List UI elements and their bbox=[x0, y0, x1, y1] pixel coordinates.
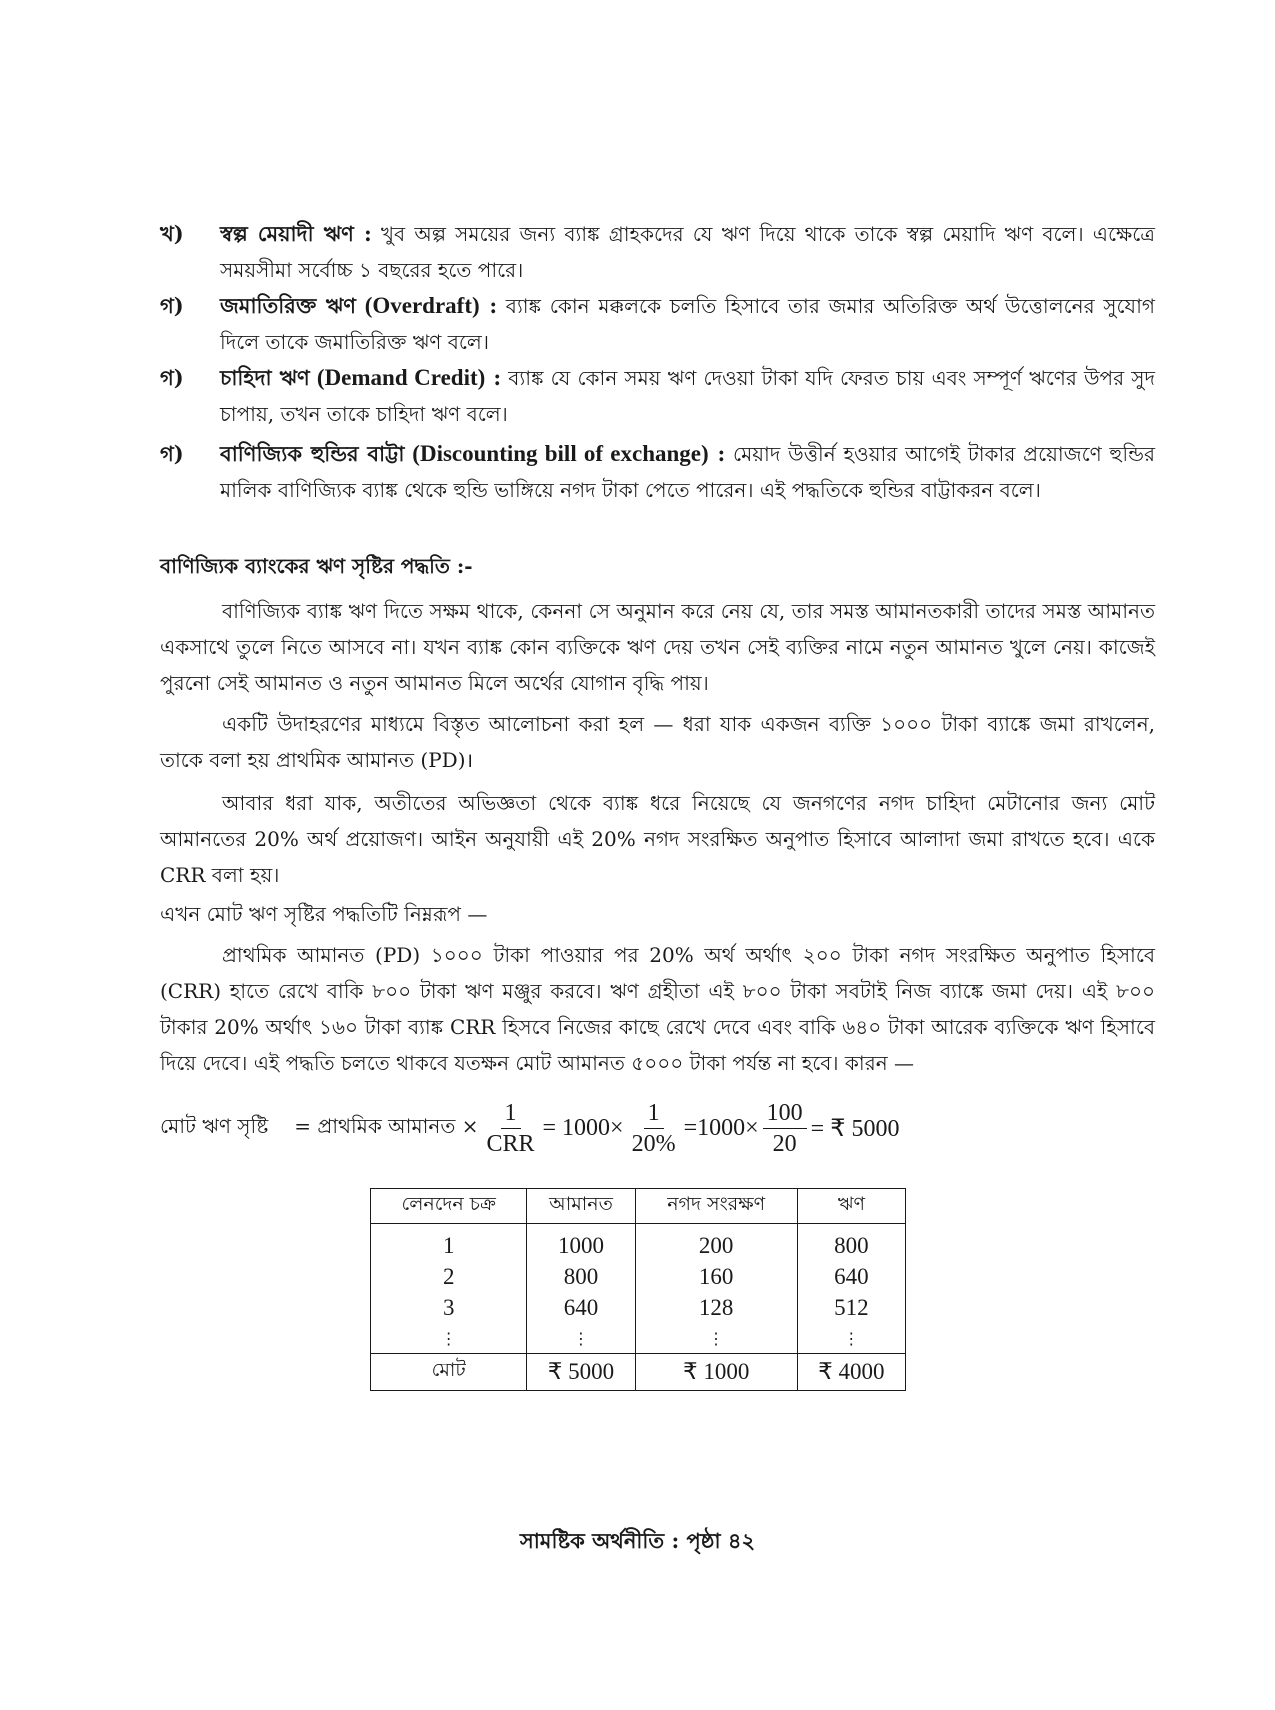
item-term-english: (Discounting bill of exchange) bbox=[412, 441, 709, 466]
list-item bbox=[160, 360, 1155, 432]
table-row bbox=[371, 1292, 906, 1323]
fraction-numerator: 1 bbox=[644, 1098, 664, 1129]
total-cell: ₹ 5000 bbox=[527, 1354, 635, 1391]
table-cell: 3 bbox=[371, 1292, 527, 1323]
table-row bbox=[371, 1224, 906, 1262]
table-cell: 160 bbox=[635, 1261, 797, 1292]
formula-lhs: মোট ঋণ সৃষ্টি bbox=[160, 1113, 269, 1138]
item-colon: : bbox=[485, 365, 502, 390]
fraction bbox=[628, 1098, 680, 1159]
page-footer: সামষ্টিক অর্থনীতি : পৃষ্ঠা ৪২ bbox=[519, 1528, 756, 1553]
formula-term: = 1000× bbox=[542, 1114, 624, 1141]
table-cell: 128 bbox=[635, 1292, 797, 1323]
table-cell: 200 bbox=[635, 1224, 797, 1262]
item-label: খ) bbox=[160, 221, 184, 246]
item-term: চাহিদা ঋণ bbox=[220, 365, 310, 390]
vertical-ellipsis: ⋮ bbox=[527, 1323, 635, 1354]
table-cell: 800 bbox=[527, 1261, 635, 1292]
item-term-english: (Overdraft) bbox=[364, 293, 480, 318]
table-cell: 512 bbox=[797, 1292, 905, 1323]
item-text: ব্যাঙ্ক যে কোন সময় ঋণ দেওয়া টাকা যদি ফেরত চায় এবং সম্পূর্ণ ঋণের উপর সুদ চাপায়, তখন তাকে চাহিদা ঋণ বলে। bbox=[220, 366, 1155, 426]
credit-creation-formula bbox=[160, 1088, 899, 1168]
paragraph: প্রাথমিক আমানত (PD) ১০০০ টাকা পাওয়ার পর 20% অর্থ অর্থাৎ ২০০ টাকা নগদ সংরক্ষিত অনুপাত হিসাবে (CRR) হাতে রেখে বাকি ৮০০ টাকা ঋণ মঞ্জুর করবে। ঋণ গ্রহীতা এই ৮০০ টাকা সবটাই নিজ ব্যাঙ্কে জমা দেয়। এই ৮০০ টাকার 20% অর্থাৎ ১৬০ টাকা ব্যাঙ্ক CRR হিসবে নিজের কাছে রেখে দেবে এবং বাকি ৬৪০ টাকা আরেক ব্যক্তিকে ঋণ হিসাবে দিয়ে দেবে। এই পদ্ধতি চলতে থাকবে যতক্ষন মোট আমানত ৫০০০ টাকা পর্যন্ত না হবে। কারন — bbox=[160, 943, 1155, 1075]
column-header: লেনদেন চক্র bbox=[371, 1189, 527, 1224]
column-header: আমানত bbox=[527, 1189, 635, 1224]
fraction bbox=[482, 1098, 538, 1159]
total-label: মোট bbox=[371, 1354, 527, 1391]
fraction-denominator: 20% bbox=[631, 1130, 676, 1157]
vertical-ellipsis: ⋮ bbox=[797, 1323, 905, 1354]
item-term: জমাতিরিক্ত ঋণ bbox=[220, 293, 356, 318]
fraction-numerator: 1 bbox=[501, 1098, 521, 1129]
item-colon: : bbox=[479, 293, 498, 318]
paragraph: বাণিজ্যিক ব্যাঙ্ক ঋণ দিতে সক্ষম থাকে, কেননা সে অনুমান করে নেয় যে, তার সমস্ত আমানতকারী তাদের সমস্ত আমানত একসাথে তুলে নিতে আসবে না। যখন ব্যাঙ্ক কোন ব্যক্তিকে ঋণ দেয় তখন সেই ব্যক্তির নামে নতুন আমানত খুলে নেয়। কাজেই পুরনো সেই আমানত ও নতুন আমানত মিলে অর্থের যোগান বৃদ্ধি পায়। bbox=[160, 599, 1155, 695]
credit-cycle-table bbox=[370, 1188, 906, 1391]
table-cell: 800 bbox=[797, 1224, 905, 1262]
paragraph: আবার ধরা যাক, অতীতের অভিজ্ঞতা থেকে ব্যাঙ্ক ধরে নিয়েছে যে জনগণের নগদ চাহিদা মেটানোর জন্য মোট আমানতের 20% অর্থ প্রয়োজণ। আইন অনুযায়ী এই 20% নগদ সংরক্ষিত অনুপাত হিসাবে আলাদা জমা রাখতে হবে। একে CRR বলা হয়। bbox=[160, 791, 1155, 887]
item-text: মেয়াদ উত্তীর্ন হওয়ার আগেই টাকার প্রয়োজণে হুন্ডির মালিক বাণিজ্যিক ব্যাঙ্ক থেকে হুন্ডি ভাঙ্গিয়ে নগদ টাকা পেতে পারেন। এই পদ্ধতিকে হুন্ডির বাট্টাকরন বলে। bbox=[220, 442, 1156, 502]
column-header: ঋণ bbox=[797, 1189, 905, 1224]
item-text: খুব অল্প সময়ের জন্য ব্যাঙ্ক গ্রাহকদের যে ঋণ দিয়ে থাকে তাকে স্বল্প মেয়াদি ঋণ বলে। এক্ষেত্রে সময়সীমা সর্বোচ্চ ১ বছরের হতে পারে। bbox=[220, 222, 1155, 282]
item-colon: : bbox=[708, 441, 726, 466]
fraction-numerator: 100 bbox=[763, 1098, 807, 1129]
paragraph: এখন মোট ঋণ সৃষ্টির পদ্ধতিটি নিম্নরূপ — bbox=[160, 902, 488, 926]
formula-term: =1000× bbox=[683, 1114, 759, 1141]
formula-term: = প্রাথমিক আমানত × bbox=[294, 1113, 479, 1138]
paragraph: একটি উদাহরণের মাধ্যমে বিস্তৃত আলোচনা করা হল — ধরা যাক একজন ব্যক্তি ১০০০ টাকা ব্যাঙ্কে জমা রাখলেন, তাকে বলা হয় প্রাথমিক আমানত (PD)। bbox=[160, 712, 1155, 772]
item-term: স্বল্প মেয়াদী ঋণ : bbox=[220, 221, 372, 246]
table-header-row bbox=[371, 1189, 906, 1224]
table-cell: 2 bbox=[371, 1261, 527, 1292]
section-heading: বাণিজ্যিক ব্যাংকের ঋণ সৃষ্টির পদ্ধতি :- bbox=[160, 554, 473, 578]
table-cell: 640 bbox=[527, 1292, 635, 1323]
total-cell: ₹ 4000 bbox=[797, 1354, 905, 1391]
column-header: নগদ সংরক্ষণ bbox=[635, 1189, 797, 1224]
list-item bbox=[160, 436, 1155, 508]
table-row bbox=[371, 1261, 906, 1292]
table-cell: 1000 bbox=[527, 1224, 635, 1262]
item-term: বাণিজ্যিক হুন্ডির বাট্টা bbox=[220, 441, 405, 466]
item-label: গ) bbox=[160, 293, 184, 318]
vertical-ellipsis: ⋮ bbox=[635, 1323, 797, 1354]
item-text: ব্যাঙ্ক কোন মক্কলকে চলতি হিসাবে তার জমার অতিরিক্ত অর্থ উত্তোলনের সুযোগ দিলে তাকে জমাতিরিক্ত ঋণ বলে। bbox=[220, 294, 1155, 354]
item-term-english: (Demand Credit) bbox=[316, 365, 486, 390]
table-cell: 1 bbox=[371, 1224, 527, 1262]
list-item bbox=[160, 288, 1155, 360]
table-total-row bbox=[371, 1354, 906, 1391]
item-label: গ) bbox=[160, 441, 184, 466]
formula-result: = ₹ 5000 bbox=[810, 1115, 900, 1142]
fraction-denominator: CRR bbox=[486, 1130, 535, 1157]
fraction bbox=[763, 1098, 807, 1159]
vertical-ellipsis: ⋮ bbox=[371, 1323, 527, 1354]
table-cell: 640 bbox=[797, 1261, 905, 1292]
item-label: গ) bbox=[160, 365, 184, 390]
table-row-ellipsis bbox=[371, 1323, 906, 1354]
total-cell: ₹ 1000 bbox=[635, 1354, 797, 1391]
fraction-denominator: 20 bbox=[772, 1130, 797, 1157]
list-item bbox=[160, 216, 1155, 288]
